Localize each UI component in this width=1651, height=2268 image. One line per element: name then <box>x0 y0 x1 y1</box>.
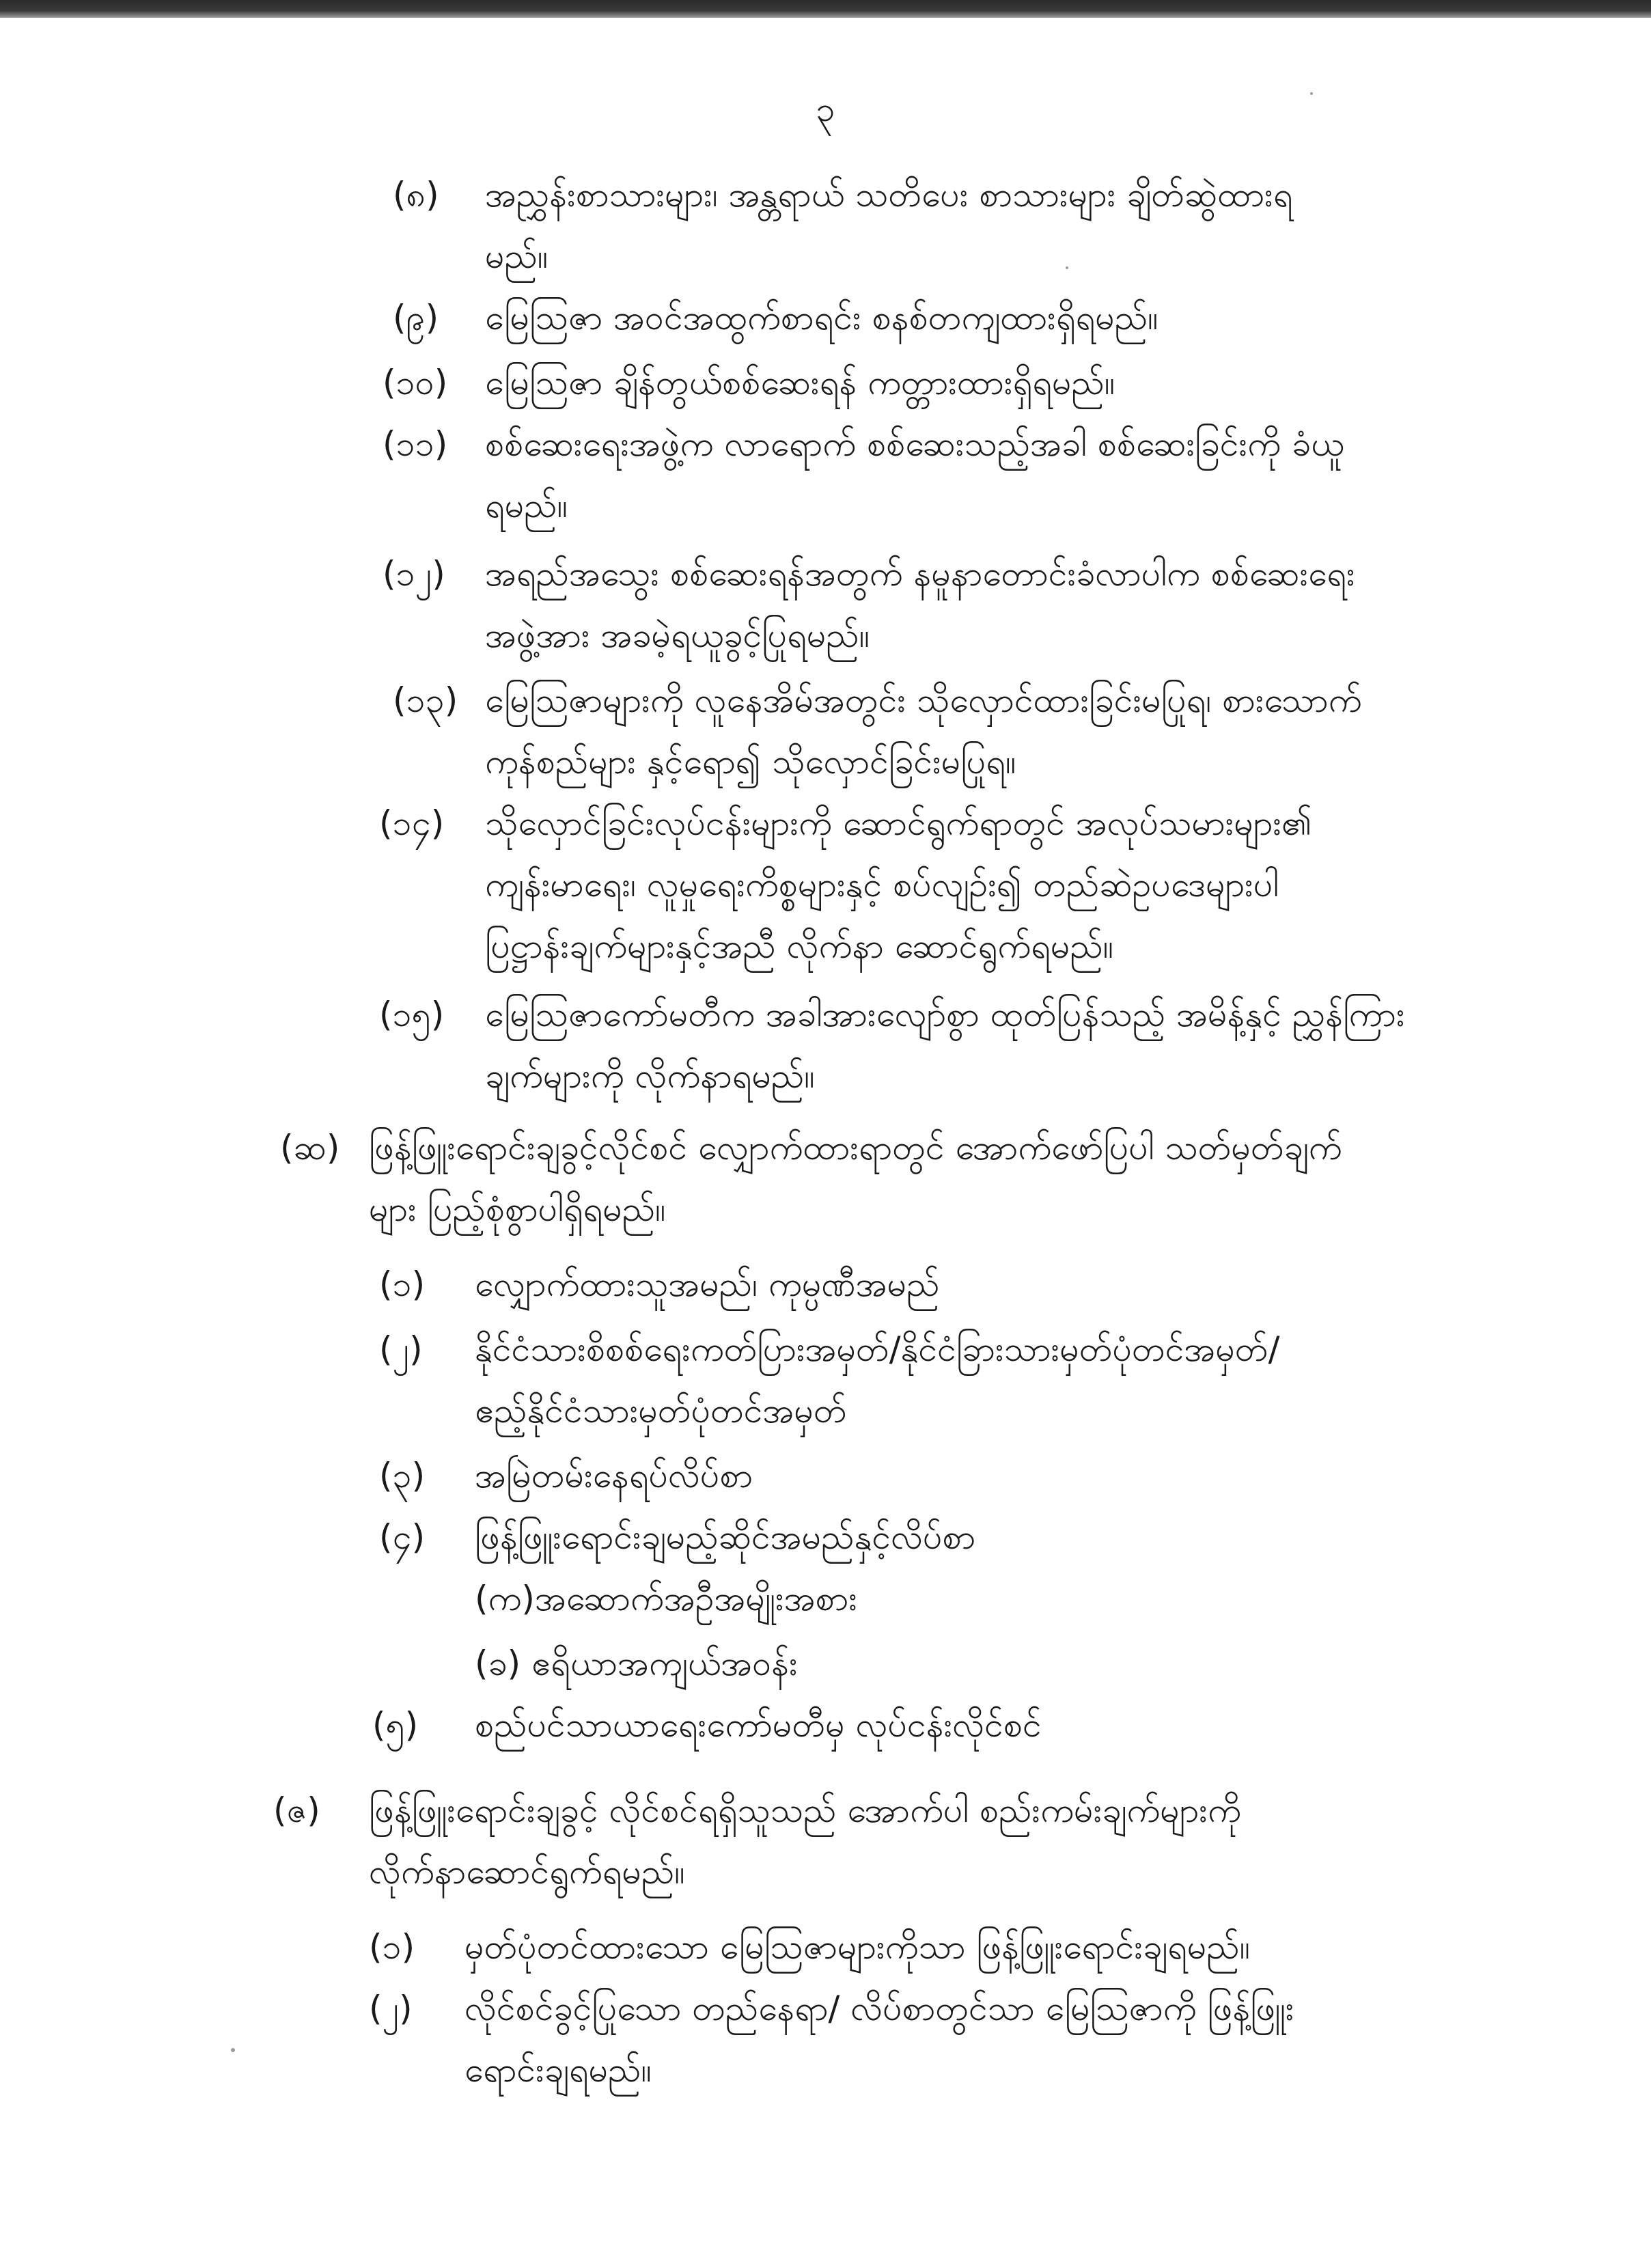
item-text <box>464 1978 1499 2101</box>
item-number: (ဆ) <box>280 1128 340 1167</box>
item-text-line: များ ပြည့်စုံစွာပါရှိရမည်။ <box>369 1189 666 1229</box>
item-text-line: အရည်အသွေး စစ်ဆေးရန်အတွက် နမူနာတောင်းခံလာပါက စစ်ဆေးရေး <box>485 554 1355 594</box>
item-text <box>485 792 1499 977</box>
item-number: (၉) <box>393 298 439 337</box>
item-number: (ဇ) <box>273 1790 320 1830</box>
item-text-line: မည်။ <box>485 236 549 276</box>
item-text-line: မှတ်ပုံတင်ထားသော မြေသြဇာများကိုသာ ဖြန့်ဖြူးရောင်းချရမည်။ <box>464 1927 1250 1967</box>
item-number: (၂) <box>369 1989 413 2028</box>
item-number: (၈) <box>393 175 439 215</box>
item-text-line: မြေသြဇာများကို လူနေအိမ်အတွင်း သိုလှောင်ထားခြင်းမပြုရ၊ စားသောက် <box>485 680 1362 720</box>
item-number: (၁၄) <box>379 803 445 843</box>
item-text-line: ကုန်စည်များ နှင့်ရော၍ သိုလှောင်ခြင်းမပြုရ။ <box>485 742 1016 782</box>
item-text-line: ချက်များကို လိုက်နာရမည်။ <box>485 1056 815 1096</box>
item-text <box>475 1318 1499 1441</box>
item-text <box>485 413 1499 536</box>
item-text <box>475 1506 1499 1568</box>
item-number: (၁) <box>369 1927 415 1967</box>
item-text <box>475 1694 1499 1756</box>
item-text-line: အမြဲတမ်းနေရပ်လိပ်စာ <box>475 1456 753 1495</box>
item-text-line: ဖြန့်ဖြူးရောင်းချခွင့်လိုင်စင် လျှောက်ထားရာတွင် အောက်ဖော်ပြပါ သတ်မှတ်ချက် <box>369 1128 1342 1167</box>
item-text-line: ကျန်းမာရေး၊ လူမှုရေးကိစ္စများနှင့် စပ်လျဉ်း၍ တည်ဆဲဥပဒေများပါ <box>485 865 1279 904</box>
item-number: (၁၃) <box>393 680 458 720</box>
page-number: ၃ <box>816 89 835 129</box>
item-text <box>485 543 1499 666</box>
item-text <box>485 287 1499 348</box>
item-text-line: အညွှန်းစာသားများ၊ အန္တရာယ် သတိပေး စာသားများ ချိတ်ဆွဲထားရ <box>485 175 1293 215</box>
item-text-line: နိုင်ငံသားစိစစ်ရေးကတ်ပြားအမှတ်/နိုင်ငံခြားသားမှတ်ပုံတင်အမှတ်/ <box>475 1329 1280 1369</box>
item-text-line: အဖွဲ့အား အခမဲ့ရယူခွင့်ပြုရမည်။ <box>485 616 870 655</box>
item-number: (၁၁) <box>383 424 448 464</box>
item-number: (၁၅) <box>379 995 445 1034</box>
item-number: (၅) <box>372 1705 419 1745</box>
item-number: (၂) <box>379 1329 423 1369</box>
item-text-line: လိုက်နာဆောင်ရွက်ရမည်။ <box>369 1852 685 1892</box>
item-number: (၁) <box>379 1264 426 1304</box>
item-text <box>369 1780 1499 1903</box>
item-text-line: စစ်ဆေးရေးအဖွဲ့က လာရောက် စစ်ဆေးသည့်အခါ စစ်ဆေးခြင်းကို ခံယူ <box>485 424 1344 464</box>
item-text-line: ဖြန့်ဖြူးရောင်းချမည့်ဆိုင်အမည်နှင့်လိပ်စာ <box>475 1517 976 1557</box>
item-text-line: လိုင်စင်ခွင့်ပြုသော တည်နေရာ/ လိပ်စာတွင်သာ မြေသြဇာကို ဖြန့်ဖြူး <box>464 1989 1294 2028</box>
item-text <box>475 1445 1499 1506</box>
item-text-line: လျှောက်ထားသူအမည်၊ ကုမ္ပဏီအမည် <box>475 1264 940 1304</box>
item-number: (၁၂) <box>383 554 445 594</box>
item-text-line: (က)အဆောက်အဦအမျိုးအစား <box>475 1579 858 1618</box>
item-text <box>485 164 1499 287</box>
item-text <box>369 1117 1499 1240</box>
item-text-line: စည်ပင်သာယာရေးကော်မတီမှ လုပ်ငန်းလိုင်စင် <box>475 1705 1042 1745</box>
item-number: (၄) <box>379 1517 426 1557</box>
item-text-line: ပြဋ္ဌာန်းချက်များနှင့်အညီ လိုက်နာ ဆောင်ရွက်ရမည်။ <box>485 926 1113 966</box>
scan-speck <box>231 2048 235 2052</box>
item-text <box>475 1568 1499 1629</box>
item-text-line: ရောင်းချရမည်။ <box>464 2050 652 2090</box>
scan-speck <box>1066 266 1068 269</box>
item-text-line: ရမည်။ <box>485 486 568 525</box>
item-text-line: (ခ) ဧရိယာအကျယ်အဝန်း <box>475 1644 798 1683</box>
item-text <box>485 669 1499 792</box>
item-text-line: ဖြန့်ဖြူးရောင်းချခွင့် လိုင်စင်ရရှိသူသည် အောက်ပါ စည်းကမ်းချက်များကို <box>369 1790 1241 1830</box>
item-text <box>485 984 1499 1107</box>
scan-speck <box>1310 92 1313 95</box>
item-text-line: မြေသြဇာ အဝင်အထွက်စာရင်း စနစ်တကျထားရှိရမည်။ <box>485 298 1159 337</box>
item-text <box>464 1916 1499 1978</box>
item-text-line: မြေသြဇာ ချိန်တွယ်စစ်ဆေးရန် ကတ္တားထားရှိရမည်။ <box>485 363 1115 402</box>
item-number: (၁၀) <box>383 363 448 402</box>
item-text-line: မြေသြဇာကော်မတီက အခါအားလျော်စွာ ထုတ်ပြန်သည့် အမိန့်နှင့် ညွှန်ကြား <box>485 995 1405 1034</box>
item-text <box>485 352 1499 413</box>
item-text-line: ဧည့်နိုင်ငံသားမှတ်ပုံတင်အမှတ် <box>475 1391 847 1430</box>
item-text <box>475 1254 1499 1315</box>
item-text <box>475 1633 1499 1694</box>
item-number: (၃) <box>379 1456 426 1495</box>
item-text-line: သိုလှောင်ခြင်းလုပ်ငန်းများကို ဆောင်ရွက်ရာတွင် အလုပ်သမားများ၏ <box>485 803 1312 843</box>
